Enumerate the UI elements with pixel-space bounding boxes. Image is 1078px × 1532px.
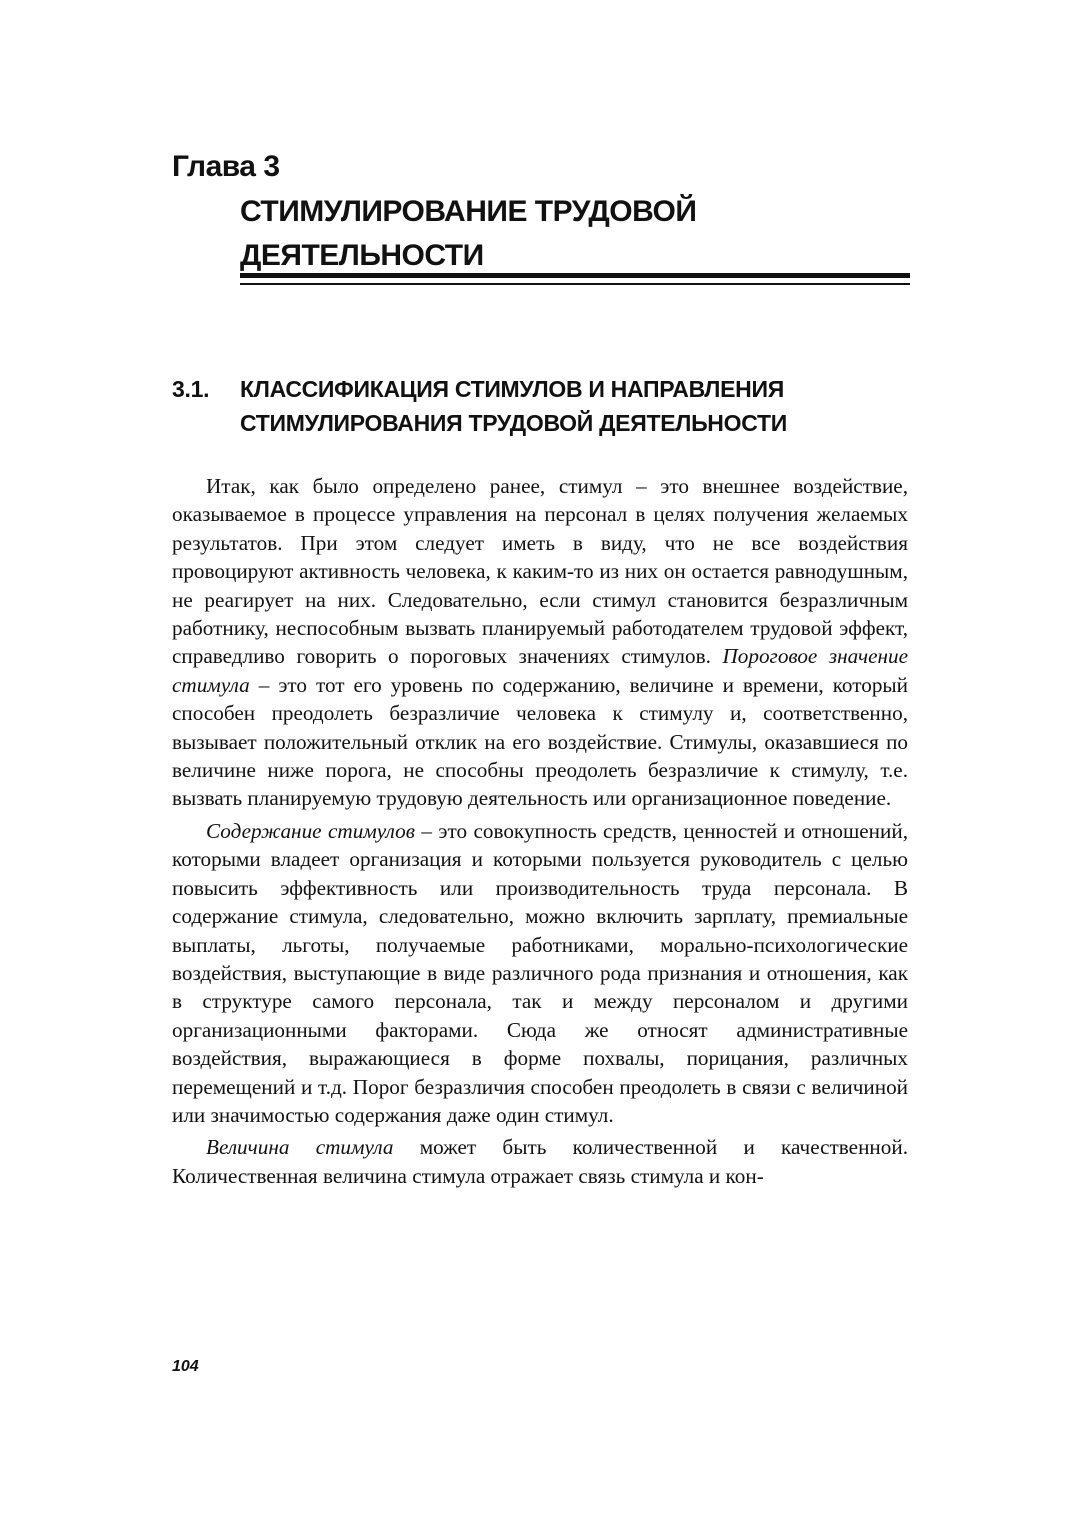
section-title xyxy=(240,372,920,440)
chapter-divider-thin xyxy=(240,283,910,285)
page-number: 104 xyxy=(172,1358,199,1375)
term-italic: Пороговое значение стимула xyxy=(172,644,908,697)
chapter-title-line: ДЕЯТЕЛЬНОСТИ xyxy=(240,239,484,272)
term-italic: Величина стимула xyxy=(206,1135,394,1160)
paragraph-text: Итак, как было определено ранее, стимул – это внешнее воздействие, оказываемое в процессе управления на персонал в целях получения желаемых результатов. При этом следует иметь в виду, что не все воздействия провоцируют активность человека, к каким-то из них он остается равнодушным, не реагирует на них. Следовательно, если стимул становится безразличным работнику, неспособным вызвать планируемый работодателем трудовой эффект, справедливо говорить о пороговых значениях стимулов. xyxy=(172,474,908,669)
body-text xyxy=(172,472,908,1190)
chapter-divider-thick xyxy=(240,273,910,278)
chapter-label: Глава 3 xyxy=(172,150,280,183)
chapter-title-line: СТИМУЛИРОВАНИЕ ТРУДОВОЙ xyxy=(240,195,697,228)
paragraph-text: – это тот его уровень по содержанию, величине и времени, который способен преодолеть безразличие человека к стимулу и, соответственно, вызывает положительный отклик на его воздействие. Стимулы, оказавшиеся по величине ниже порога, не способны преодолеть безразличие к стимулу, т.е. вызвать планируемую трудовую деятельность или организационное поведение. xyxy=(172,672,908,811)
paragraph xyxy=(172,1133,908,1190)
chapter-title xyxy=(240,190,696,278)
term-italic: Содержание стимулов xyxy=(206,818,415,843)
paragraph xyxy=(172,472,908,813)
paragraph xyxy=(172,817,908,1129)
paragraph-text: – это совокупность средств, ценностей и отношений, которыми владеет организация и которыми пользуется руководитель с целью повысить эффективность или производительность труда персонала. В содержание стимула, следовательно, можно включить зарплату, премиальные выплаты, льготы, получаемые работниками, морально-психологические воздействия, выступающие в виде различного рода признания и отношения, как в структуре самого персонала, так и между персоналом и другими организационными факторами. Сюда же относят административные воздействия, выражающиеся в форме похвалы, порицания, различных перемещений и т.д. Порог безразличия способен преодолеть в связи с величиной или значимостью содержания даже один стимул. xyxy=(172,818,908,1127)
section-title-line: СТИМУЛИРОВАНИЯ ТРУДОВОЙ ДЕЯТЕЛЬНОСТИ xyxy=(240,410,787,436)
section-number: 3.1. xyxy=(172,376,210,402)
section-title-line: КЛАССИФИКАЦИЯ СТИМУЛОВ И НАПРАВЛЕНИЯ xyxy=(240,376,784,402)
paragraph-text: может быть количественной и качественной. Количественная величина стимула отражает связь стимула и кон- xyxy=(172,1135,908,1188)
